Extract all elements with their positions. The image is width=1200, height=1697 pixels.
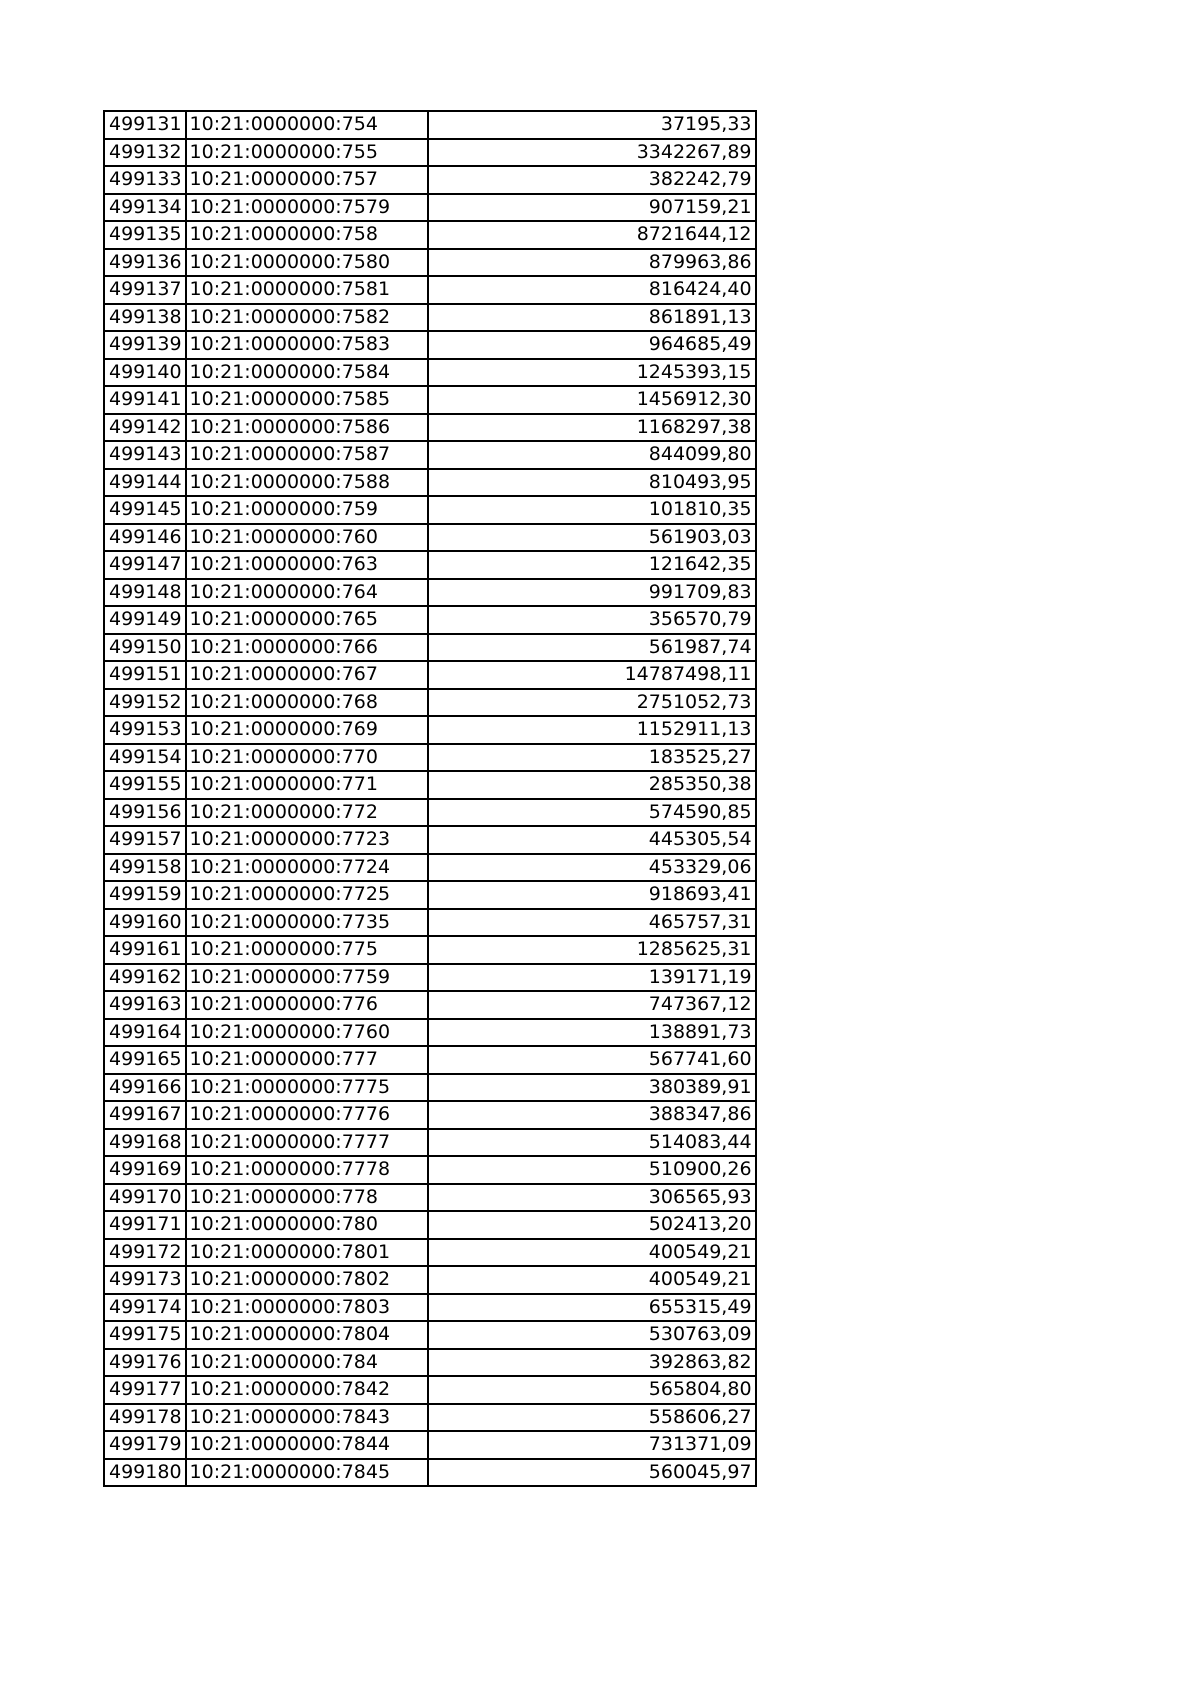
cadastral-code-cell: 10:21:0000000:768	[186, 689, 428, 717]
table-row	[104, 634, 756, 662]
amount-cell: 514083,44	[428, 1129, 756, 1157]
table-row	[104, 716, 756, 744]
table-row	[104, 744, 756, 772]
amount-cell: 964685,49	[428, 331, 756, 359]
amount-cell: 392863,82	[428, 1349, 756, 1377]
amount-cell: 530763,09	[428, 1321, 756, 1349]
data-table	[103, 110, 757, 1487]
table-row	[104, 194, 756, 222]
cadastral-code-cell: 10:21:0000000:755	[186, 139, 428, 167]
cadastral-code-cell: 10:21:0000000:763	[186, 551, 428, 579]
table-row	[104, 1019, 756, 1047]
table-row	[104, 1101, 756, 1129]
cadastral-code-cell: 10:21:0000000:771	[186, 771, 428, 799]
table-row	[104, 1129, 756, 1157]
table-row	[104, 1431, 756, 1459]
amount-cell: 388347,86	[428, 1101, 756, 1129]
row-id-cell: 499168	[104, 1129, 186, 1157]
table-row	[104, 1349, 756, 1377]
cadastral-code-cell: 10:21:0000000:7582	[186, 304, 428, 332]
cadastral-code-cell: 10:21:0000000:7776	[186, 1101, 428, 1129]
cadastral-code-cell: 10:21:0000000:7845	[186, 1459, 428, 1487]
amount-cell: 810493,95	[428, 469, 756, 497]
table-row	[104, 359, 756, 387]
row-id-cell: 499162	[104, 964, 186, 992]
amount-cell: 1152911,13	[428, 716, 756, 744]
cadastral-code-cell: 10:21:0000000:758	[186, 221, 428, 249]
cadastral-code-cell: 10:21:0000000:7759	[186, 964, 428, 992]
cadastral-code-cell: 10:21:0000000:766	[186, 634, 428, 662]
amount-cell: 879963,86	[428, 249, 756, 277]
table-row	[104, 661, 756, 689]
cadastral-code-cell: 10:21:0000000:7725	[186, 881, 428, 909]
row-id-cell: 499148	[104, 579, 186, 607]
cadastral-code-cell: 10:21:0000000:7802	[186, 1266, 428, 1294]
cadastral-code-cell: 10:21:0000000:765	[186, 606, 428, 634]
amount-cell: 561903,03	[428, 524, 756, 552]
table-row	[104, 579, 756, 607]
cadastral-code-cell: 10:21:0000000:7804	[186, 1321, 428, 1349]
amount-cell: 37195,33	[428, 111, 756, 139]
cadastral-code-cell: 10:21:0000000:776	[186, 991, 428, 1019]
cadastral-code-cell: 10:21:0000000:7586	[186, 414, 428, 442]
table-row	[104, 1459, 756, 1487]
row-id-cell: 499138	[104, 304, 186, 332]
row-id-cell: 499151	[104, 661, 186, 689]
cadastral-code-cell: 10:21:0000000:7778	[186, 1156, 428, 1184]
table-row	[104, 991, 756, 1019]
table-row	[104, 414, 756, 442]
cadastral-code-cell: 10:21:0000000:777	[186, 1046, 428, 1074]
table-row	[104, 139, 756, 167]
amount-cell: 356570,79	[428, 606, 756, 634]
cadastral-code-cell: 10:21:0000000:770	[186, 744, 428, 772]
cadastral-code-cell: 10:21:0000000:778	[186, 1184, 428, 1212]
amount-cell: 844099,80	[428, 441, 756, 469]
row-id-cell: 499139	[104, 331, 186, 359]
row-id-cell: 499149	[104, 606, 186, 634]
row-id-cell: 499137	[104, 276, 186, 304]
row-id-cell: 499156	[104, 799, 186, 827]
cadastral-code-cell: 10:21:0000000:7735	[186, 909, 428, 937]
row-id-cell: 499142	[104, 414, 186, 442]
row-id-cell: 499153	[104, 716, 186, 744]
row-id-cell: 499175	[104, 1321, 186, 1349]
row-id-cell: 499158	[104, 854, 186, 882]
amount-cell: 400549,21	[428, 1266, 756, 1294]
row-id-cell: 499166	[104, 1074, 186, 1102]
row-id-cell: 499155	[104, 771, 186, 799]
amount-cell: 561987,74	[428, 634, 756, 662]
row-id-cell: 499144	[104, 469, 186, 497]
row-id-cell: 499146	[104, 524, 186, 552]
cadastral-code-cell: 10:21:0000000:757	[186, 166, 428, 194]
table-row	[104, 881, 756, 909]
table-row	[104, 964, 756, 992]
row-id-cell: 499141	[104, 386, 186, 414]
cadastral-code-cell: 10:21:0000000:7843	[186, 1404, 428, 1432]
cadastral-code-cell: 10:21:0000000:7587	[186, 441, 428, 469]
amount-cell: 907159,21	[428, 194, 756, 222]
table-row	[104, 1046, 756, 1074]
row-id-cell: 499170	[104, 1184, 186, 1212]
table-row	[104, 221, 756, 249]
amount-cell: 510900,26	[428, 1156, 756, 1184]
row-id-cell: 499143	[104, 441, 186, 469]
table-row	[104, 496, 756, 524]
row-id-cell: 499135	[104, 221, 186, 249]
amount-cell: 918693,41	[428, 881, 756, 909]
table-row	[104, 909, 756, 937]
cadastral-code-cell: 10:21:0000000:7801	[186, 1239, 428, 1267]
row-id-cell: 499159	[104, 881, 186, 909]
table-row	[104, 1321, 756, 1349]
amount-cell: 747367,12	[428, 991, 756, 1019]
amount-cell: 453329,06	[428, 854, 756, 882]
cadastral-code-cell: 10:21:0000000:7580	[186, 249, 428, 277]
row-id-cell: 499174	[104, 1294, 186, 1322]
table-row	[104, 854, 756, 882]
amount-cell: 1456912,30	[428, 386, 756, 414]
table-body	[104, 111, 756, 1486]
table-row	[104, 166, 756, 194]
row-id-cell: 499147	[104, 551, 186, 579]
table-row	[104, 826, 756, 854]
table-row	[104, 524, 756, 552]
row-id-cell: 499154	[104, 744, 186, 772]
cadastral-code-cell: 10:21:0000000:754	[186, 111, 428, 139]
table-row	[104, 276, 756, 304]
row-id-cell: 499180	[104, 1459, 186, 1487]
amount-cell: 3342267,89	[428, 139, 756, 167]
amount-cell: 183525,27	[428, 744, 756, 772]
row-id-cell: 499178	[104, 1404, 186, 1432]
cadastral-code-cell: 10:21:0000000:760	[186, 524, 428, 552]
amount-cell: 991709,83	[428, 579, 756, 607]
amount-cell: 574590,85	[428, 799, 756, 827]
row-id-cell: 499140	[104, 359, 186, 387]
row-id-cell: 499177	[104, 1376, 186, 1404]
row-id-cell: 499131	[104, 111, 186, 139]
row-id-cell: 499134	[104, 194, 186, 222]
amount-cell: 121642,35	[428, 551, 756, 579]
amount-cell: 1168297,38	[428, 414, 756, 442]
amount-cell: 861891,13	[428, 304, 756, 332]
row-id-cell: 499179	[104, 1431, 186, 1459]
table-row	[104, 1239, 756, 1267]
row-id-cell: 499171	[104, 1211, 186, 1239]
table-row	[104, 111, 756, 139]
row-id-cell: 499133	[104, 166, 186, 194]
cadastral-code-cell: 10:21:0000000:7803	[186, 1294, 428, 1322]
cadastral-code-cell: 10:21:0000000:7583	[186, 331, 428, 359]
row-id-cell: 499176	[104, 1349, 186, 1377]
row-id-cell: 499164	[104, 1019, 186, 1047]
cadastral-code-cell: 10:21:0000000:7842	[186, 1376, 428, 1404]
row-id-cell: 499157	[104, 826, 186, 854]
table-row	[104, 1376, 756, 1404]
row-id-cell: 499132	[104, 139, 186, 167]
row-id-cell: 499161	[104, 936, 186, 964]
cadastral-code-cell: 10:21:0000000:784	[186, 1349, 428, 1377]
amount-cell: 14787498,11	[428, 661, 756, 689]
table-row	[104, 936, 756, 964]
cadastral-code-cell: 10:21:0000000:7723	[186, 826, 428, 854]
table-row	[104, 1156, 756, 1184]
cadastral-code-cell: 10:21:0000000:7584	[186, 359, 428, 387]
amount-cell: 139171,19	[428, 964, 756, 992]
row-id-cell: 499172	[104, 1239, 186, 1267]
cadastral-code-cell: 10:21:0000000:775	[186, 936, 428, 964]
cadastral-code-cell: 10:21:0000000:7581	[186, 276, 428, 304]
amount-cell: 655315,49	[428, 1294, 756, 1322]
amount-cell: 816424,40	[428, 276, 756, 304]
amount-cell: 465757,31	[428, 909, 756, 937]
table-row	[104, 304, 756, 332]
cadastral-code-cell: 10:21:0000000:764	[186, 579, 428, 607]
row-id-cell: 499169	[104, 1156, 186, 1184]
table-row	[104, 1184, 756, 1212]
table-row	[104, 1074, 756, 1102]
cadastral-code-cell: 10:21:0000000:7775	[186, 1074, 428, 1102]
table-row	[104, 441, 756, 469]
table-row	[104, 386, 756, 414]
table-row	[104, 331, 756, 359]
amount-cell: 558606,27	[428, 1404, 756, 1432]
row-id-cell: 499163	[104, 991, 186, 1019]
amount-cell: 285350,38	[428, 771, 756, 799]
cadastral-code-cell: 10:21:0000000:780	[186, 1211, 428, 1239]
amount-cell: 306565,93	[428, 1184, 756, 1212]
amount-cell: 8721644,12	[428, 221, 756, 249]
table-row	[104, 249, 756, 277]
cadastral-code-cell: 10:21:0000000:772	[186, 799, 428, 827]
cadastral-code-cell: 10:21:0000000:759	[186, 496, 428, 524]
amount-cell: 445305,54	[428, 826, 756, 854]
cadastral-code-cell: 10:21:0000000:7579	[186, 194, 428, 222]
row-id-cell: 499136	[104, 249, 186, 277]
row-id-cell: 499145	[104, 496, 186, 524]
cadastral-code-cell: 10:21:0000000:7585	[186, 386, 428, 414]
table-row	[104, 1266, 756, 1294]
amount-cell: 567741,60	[428, 1046, 756, 1074]
table-row	[104, 799, 756, 827]
amount-cell: 560045,97	[428, 1459, 756, 1487]
table-row	[104, 606, 756, 634]
table-row	[104, 551, 756, 579]
cadastral-code-cell: 10:21:0000000:7844	[186, 1431, 428, 1459]
amount-cell: 1285625,31	[428, 936, 756, 964]
row-id-cell: 499150	[104, 634, 186, 662]
row-id-cell: 499160	[104, 909, 186, 937]
cadastral-code-cell: 10:21:0000000:7777	[186, 1129, 428, 1157]
amount-cell: 502413,20	[428, 1211, 756, 1239]
cadastral-code-cell: 10:21:0000000:767	[186, 661, 428, 689]
table-row	[104, 469, 756, 497]
row-id-cell: 499167	[104, 1101, 186, 1129]
cadastral-code-cell: 10:21:0000000:769	[186, 716, 428, 744]
amount-cell: 138891,73	[428, 1019, 756, 1047]
cadastral-code-cell: 10:21:0000000:7724	[186, 854, 428, 882]
table-row	[104, 771, 756, 799]
amount-cell: 101810,35	[428, 496, 756, 524]
table-row	[104, 689, 756, 717]
amount-cell: 2751052,73	[428, 689, 756, 717]
amount-cell: 382242,79	[428, 166, 756, 194]
cadastral-code-cell: 10:21:0000000:7760	[186, 1019, 428, 1047]
table-row	[104, 1211, 756, 1239]
cadastral-code-cell: 10:21:0000000:7588	[186, 469, 428, 497]
row-id-cell: 499152	[104, 689, 186, 717]
row-id-cell: 499173	[104, 1266, 186, 1294]
amount-cell: 1245393,15	[428, 359, 756, 387]
amount-cell: 380389,91	[428, 1074, 756, 1102]
amount-cell: 565804,80	[428, 1376, 756, 1404]
table-row	[104, 1294, 756, 1322]
table-row	[104, 1404, 756, 1432]
amount-cell: 731371,09	[428, 1431, 756, 1459]
row-id-cell: 499165	[104, 1046, 186, 1074]
amount-cell: 400549,21	[428, 1239, 756, 1267]
